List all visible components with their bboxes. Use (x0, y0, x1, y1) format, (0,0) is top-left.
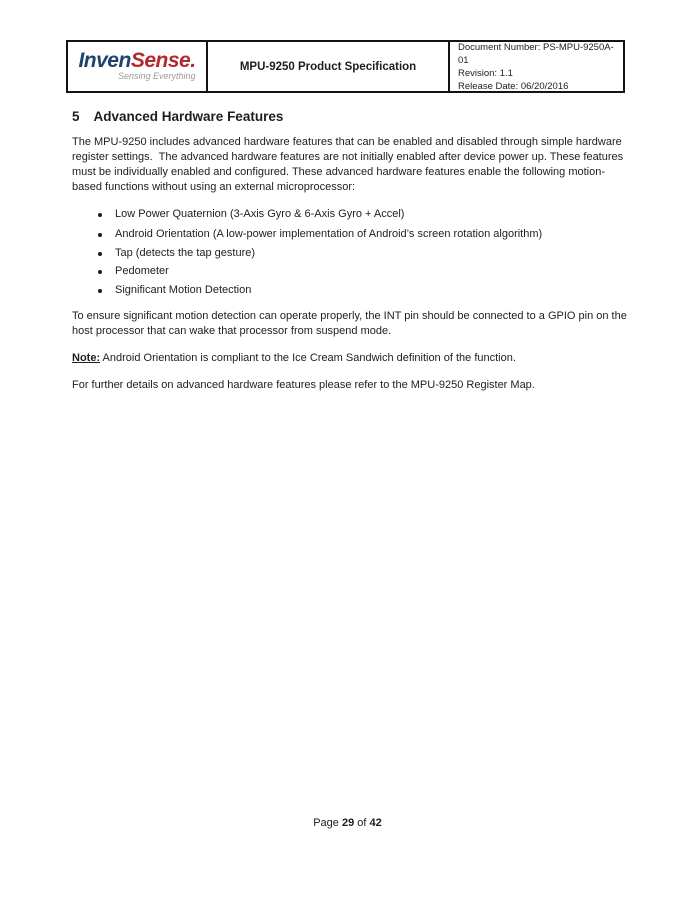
further-details-paragraph: For further details on advanced hardware features please refer to the MPU-9250 Register Map. (72, 378, 535, 391)
doc-number-line: Document Number: PS-MPU-9250A-01 (458, 41, 614, 66)
note-text: Android Orientation is compliant to the Ice Cream Sandwich definition of the function. (100, 351, 516, 364)
revision-line: Revision: 1.1 (458, 67, 513, 79)
footer-current-page: 29 (341, 817, 355, 829)
section-heading (72, 108, 627, 125)
section-number: 5 (72, 109, 80, 124)
logo-cell (68, 42, 208, 91)
feature-item-pedometer: Pedometer (72, 264, 627, 279)
document-title: MPU-9250 Product Specification (239, 60, 417, 73)
note-label: Note: (72, 351, 101, 364)
invensense-logo (78, 50, 195, 81)
feature-item-tap: Tap (detects the tap gesture) (72, 246, 627, 261)
page-content (72, 108, 627, 405)
feature-item-android-orientation: Android Orientation (A low-power implementation of Android’s screen rotation algorithm) (72, 227, 627, 242)
footer-total-pages: 42 (369, 817, 382, 829)
doc-info-cell (450, 42, 623, 91)
header-table (66, 40, 625, 93)
release-date-line: Release Date: 06/20/2016 (458, 80, 569, 92)
footer-page-label: Page (313, 817, 339, 829)
logo-tagline: Sensing Everything (117, 71, 196, 81)
page-footer (0, 816, 695, 831)
feature-list (72, 207, 627, 298)
intro-paragraph: The MPU-9250 includes advanced hardware features that can be enabled and disabled through simple hardware register settings. The advanced hardware features are not initially enabled after device power up. These features must be individually enabled and configured. These advanced hardware features enable the following motion-based functions without using an external microprocessor: (72, 136, 627, 193)
logo-wordmark (78, 49, 195, 72)
feature-item-significant-motion: Significant Motion Detection (72, 283, 627, 298)
footer-of-label: of (357, 817, 367, 829)
feature-item-low-power-quaternion: Low Power Quaternion (3-Axis Gyro & 6-Axis Gyro + Accel) (72, 207, 627, 222)
section-title: Advanced Hardware Features (93, 109, 284, 124)
note-paragraph (72, 351, 627, 366)
int-pin-paragraph: To ensure significant motion detection can operate properly, the INT pin should be connected to a GPIO pin on the host processor that can wake that processor from suspend mode. (72, 309, 627, 337)
logo-part-inven: Inven (78, 49, 131, 72)
logo-period: . (190, 49, 196, 72)
document-title-cell (208, 42, 450, 91)
logo-part-sense: Sense (130, 49, 191, 72)
